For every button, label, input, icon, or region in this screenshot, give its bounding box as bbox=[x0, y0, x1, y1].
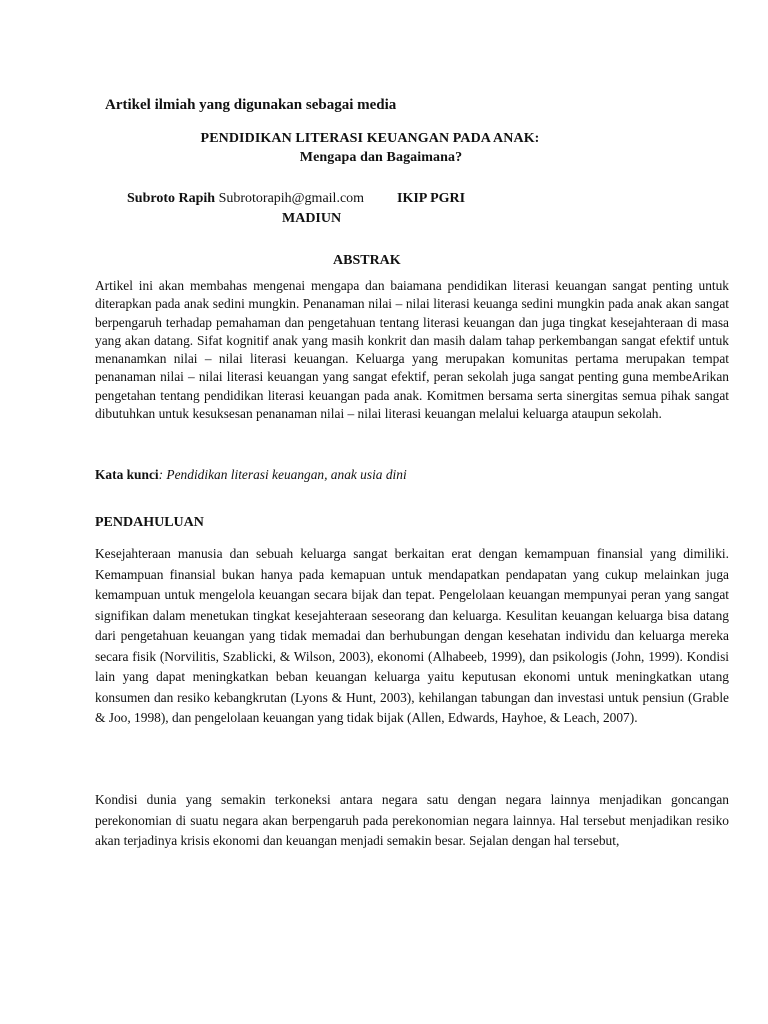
author-affiliation-part2: MADIUN bbox=[282, 211, 342, 226]
intro-paragraph-1: Kesejahteraan manusia dan sebuah keluarga sangat berkaitan erat dengan kemampuan finansial yang dimiliki. Kemampuan finansial bukan hanya pada kemapuan untuk mendapatkan pendapatan yang cukup melainkan juga kemampuan untuk mengelola keuangan secara bijak dan tepat. Pengelolaan keuangan mempunyai peran yang sangat signifikan dalam menetukan tingkat kesejahteraan seseorang dan keluarga. Kesulitan keuangan keluarga bisa datang dari pengetahuan keuangan yang tidak memadai dan berhubungan dengan kesehatan individu dan keluarga mereka secara fisik (Norvilitis, Szablicki, & Wilson, 2003), ekonomi (Alhabeeb, 1999), dan psikologis (John, 1999). Kondisi lain yang dapat meningkatkan beban keuangan keluarga yaitu keputusan ekonomi untuk meningkatkan utang konsumen dan resiko kebangkrutan (Lyons & Hunt, 2003), kehilangan tabungan dan investasi untuk pensiun (Grable & Joo, 1998), dan pengelolaan keuangan yang tidak bijak (Allen, Edwards, Hayhoe, & Leach, 2007). bbox=[95, 546, 729, 725]
section-heading-pendahuluan: PENDAHULUAN bbox=[95, 515, 204, 530]
intro-paragraph-2: Kondisi dunia yang semakin terkoneksi antara negara satu dengan negara lainnya menjadikan goncangan perekonomian di suatu negara akan berpengaruh pada perekonomian negara lainnya. Hal tersebut menjadikan resiko akan terjadinya krisis ekonomi dan keuangan menjadi semakin besar. Sejalan dengan hal tersebut, bbox=[95, 792, 729, 848]
author-email: Subrotorapih@gmail.com bbox=[218, 191, 365, 206]
abstract-heading: ABSTRAK bbox=[333, 253, 401, 268]
keywords-line bbox=[95, 467, 407, 483]
author-affiliation-part1: IKIP PGRI bbox=[397, 191, 466, 206]
keywords-text: : Pendidikan literasi keuangan, anak usia dini bbox=[158, 467, 407, 482]
article-title-line1: PENDIDIKAN LITERASI KEUANGAN PADA ANAK: bbox=[200, 131, 540, 146]
author-line bbox=[127, 191, 466, 207]
keywords-label: Kata kunci bbox=[95, 467, 159, 482]
abstract-paragraph: Artikel ini akan membahas mengenai mengapa dan baiamana pendidikan literasi keuangan sangat penting untuk diterapkan pada anak sedini mungkin. Penanaman nilai – nilai literasi keuanga sedini mungkin pada anak akan sangat berpengaruh terhadap pemahaman dan pengetahuan tentang literasi keuangan dan juga tingkat kesejahteraan di masa yang akan datang. Sifat kognitif anak yang masih konkrit dan masih dalam tahap perkembangan sangat efektif untuk menanamkan nilai – nilai literasi keuangan. Keluarga yang merupakan komunitas pertama merupakan tempat penanaman nilai – nilai literasi keuangan yang sangat efektif, peran sekolah juga sangat penting guna membeArikan pengetahan tentang pendidikan literasi keuangan pada anak. Komitmen bersama serta sinergitas semua pihak sangat dibutuhkan untuk kesuksesan penanaman nilai – nilai literasi keuangan melalui keluarga ataupun sekolah. bbox=[95, 278, 729, 422]
article-title-line2: Mengapa dan Bagaimana? bbox=[299, 150, 463, 165]
document-heading-line: Artikel ilmiah yang digunakan sebagai media bbox=[105, 97, 397, 113]
author-name: Subroto Rapih bbox=[127, 191, 216, 206]
